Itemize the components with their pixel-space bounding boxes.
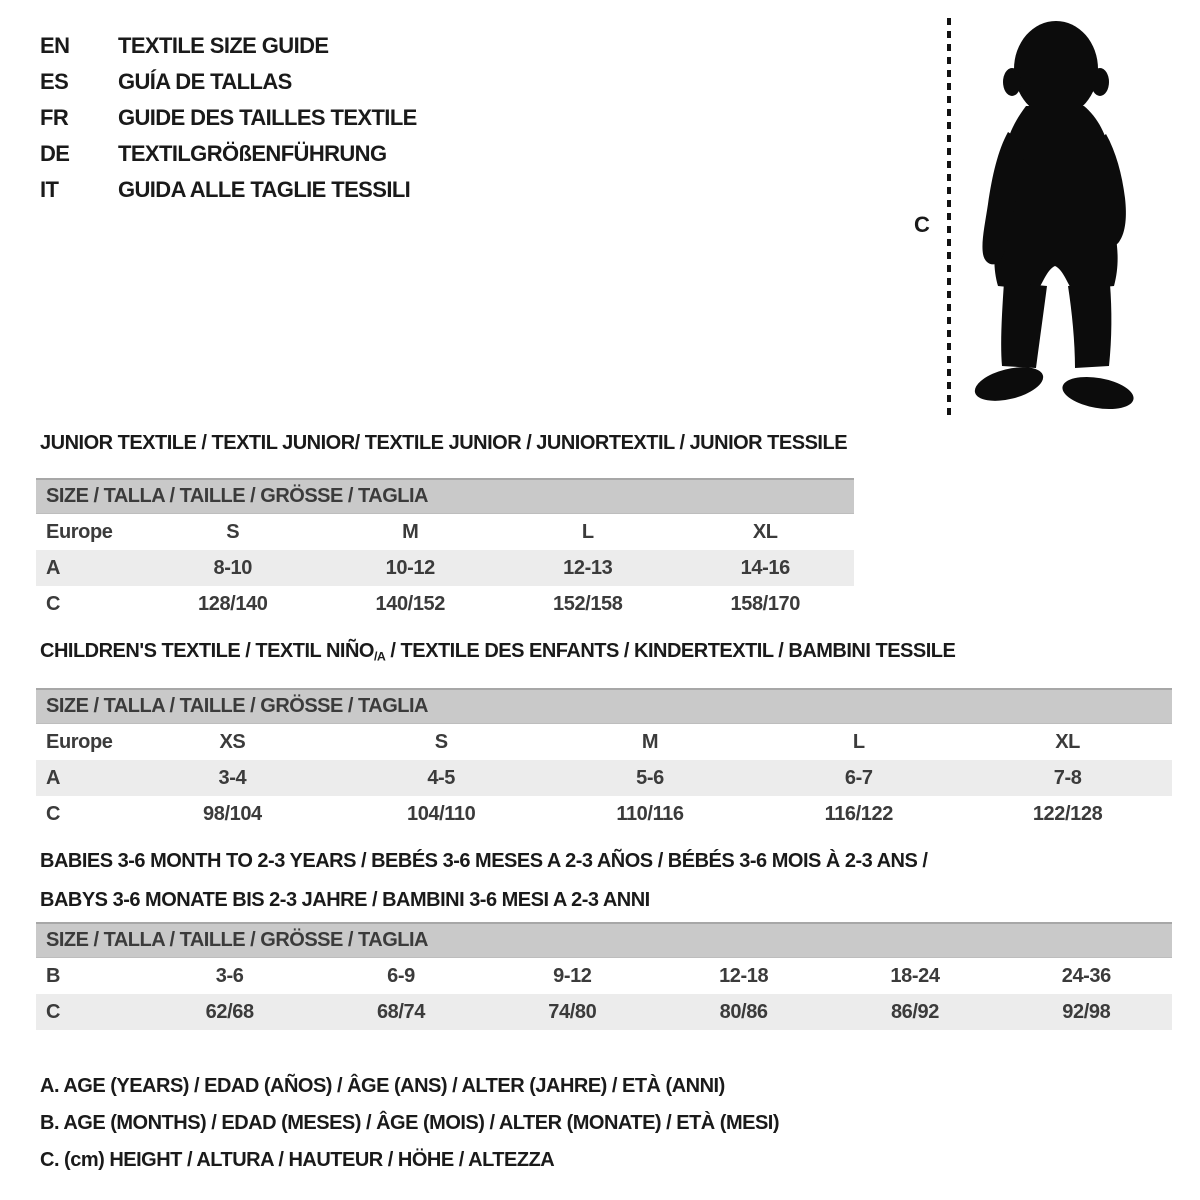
guide-title-en: TEXTILE SIZE GUIDE [118,33,329,58]
row-label: C [46,1000,61,1023]
language-code: EN [40,33,70,58]
language-row-fr [40,100,417,136]
guide-title-it: GUIDA ALLE TAGLIE TESSILI [118,177,411,202]
table-cell: 92/98 [1062,1000,1111,1023]
babies-section-title [40,842,927,920]
table-cell: 24-36 [1061,964,1111,987]
guide-title-de: TEXTILGRÖßENFÜHRUNG [118,141,387,166]
babies-size-table [36,922,1172,1030]
children-section-title [40,640,955,663]
row-label: Europe [46,520,113,543]
table-cell: 6-9 [387,964,415,987]
size-header-bar: SIZE / TALLA / TAILLE / GRÖSSE / TAGLIA [36,478,854,514]
table-cell: 110/116 [616,802,684,825]
table-cell: S [226,520,240,543]
table-cell: 6-7 [844,766,873,789]
table-cell: 74/80 [548,1000,597,1023]
table-row-height [36,586,854,622]
table-cell: 18-24 [890,964,940,987]
language-code: FR [40,105,69,130]
footnote-height-cm: C. (cm) HEIGHT / ALTURA / HAUTEUR / HÖHE / ALTEZZA [40,1149,555,1171]
table-cell: 3-6 [215,964,244,987]
children-title-pre: CHILDREN'S TEXTILE / TEXTIL NIÑO [40,640,374,662]
table-row-age-months [36,958,1172,994]
table-cell: XL [752,520,778,543]
table-cell: 9-12 [553,964,592,987]
table-row-age [36,760,1172,796]
row-label: A [46,556,61,579]
table-cell: 80/86 [719,1000,768,1023]
table-cell: 158/170 [730,592,800,615]
junior-size-table [36,478,854,622]
table-cell: 116/122 [824,802,893,825]
table-row-europe [36,514,854,550]
children-title-post: / TEXTILE DES ENFANTS / KINDERTEXTIL / BAMBINI TESSILE [385,640,956,662]
table-cell: 122/128 [1032,802,1103,825]
language-code: IT [40,177,59,202]
table-cell: 3-4 [218,766,247,789]
language-title-list [40,28,417,208]
toddler-silhouette-icon [964,14,1140,420]
table-row-europe [36,724,1172,760]
table-cell: S [434,730,448,753]
children-title-subscript: /A [373,649,386,664]
row-label: C [46,592,61,615]
table-cell: 98/104 [203,802,262,825]
table-row-height [36,994,1172,1030]
table-cell: 68/74 [376,1000,426,1023]
guide-title-fr: GUIDE DES TAILLES TEXTILE [118,105,417,130]
footnote-age-years: A. AGE (YEARS) / EDAD (AÑOS) / ÂGE (ANS) / ALTER (JAHRE) / ETÀ (ANNI) [40,1075,725,1097]
table-cell: XS [219,730,246,753]
language-row-es [40,64,417,100]
height-dashed-line [947,18,951,418]
table-cell: 7-8 [1053,766,1082,789]
table-row-height [36,796,1172,832]
table-cell: L [852,730,865,753]
language-code: ES [40,69,69,94]
language-code: DE [40,141,70,166]
row-label: B [46,964,61,987]
table-cell: 5-6 [636,766,664,789]
babies-title-line2: BABYS 3-6 MONATE BIS 2-3 JAHRE / BAMBINI 3-6 MESI A 2-3 ANNI [40,889,650,911]
table-cell: 8-10 [213,556,252,579]
table-cell: 140/152 [375,592,445,615]
row-label: Europe [46,730,113,753]
language-row-en [40,28,417,64]
row-label: A [46,766,61,789]
table-cell: 10-12 [385,556,435,579]
table-cell: L [581,520,594,543]
table-cell: 86/92 [890,1000,939,1023]
table-cell: 128/140 [198,592,268,615]
table-cell: 104/110 [406,802,476,825]
babies-title-line1: BABIES 3-6 MONTH TO 2-3 YEARS / BEBÉS 3-6 MESES A 2-3 AÑOS / BÉBÉS 3-6 MOIS À 2-3 ANS / [40,850,928,872]
height-measure-label: C [914,212,930,237]
children-size-table [36,688,1172,832]
guide-title-es: GUÍA DE TALLAS [118,69,292,94]
table-cell: 62/68 [205,1000,254,1023]
height-figure [900,0,1200,440]
language-row-de [40,136,417,172]
footnote-age-months: B. AGE (MONTHS) / EDAD (MESES) / ÂGE (MOIS) / ALTER (MONATE) / ETÀ (MESI) [40,1112,780,1134]
table-cell: XL [1055,730,1080,753]
table-cell: M [402,520,419,543]
junior-section-title: JUNIOR TEXTILE / TEXTIL JUNIOR/ TEXTILE JUNIOR / JUNIORTEXTIL / JUNIOR TESSILE [40,432,848,454]
size-header-bar: SIZE / TALLA / TAILLE / GRÖSSE / TAGLIA [36,688,1172,724]
table-cell: 4-5 [427,766,456,789]
table-row-age [36,550,854,586]
table-cell: 14-16 [740,556,790,579]
language-row-it [40,172,417,208]
row-label: C [46,802,61,825]
size-header-bar: SIZE / TALLA / TAILLE / GRÖSSE / TAGLIA [36,922,1172,958]
table-cell: 12-13 [563,556,613,579]
table-cell: 12-18 [719,964,769,987]
legend-footnotes [40,1068,779,1179]
table-cell: 152/158 [553,592,623,615]
table-cell: M [641,730,659,753]
